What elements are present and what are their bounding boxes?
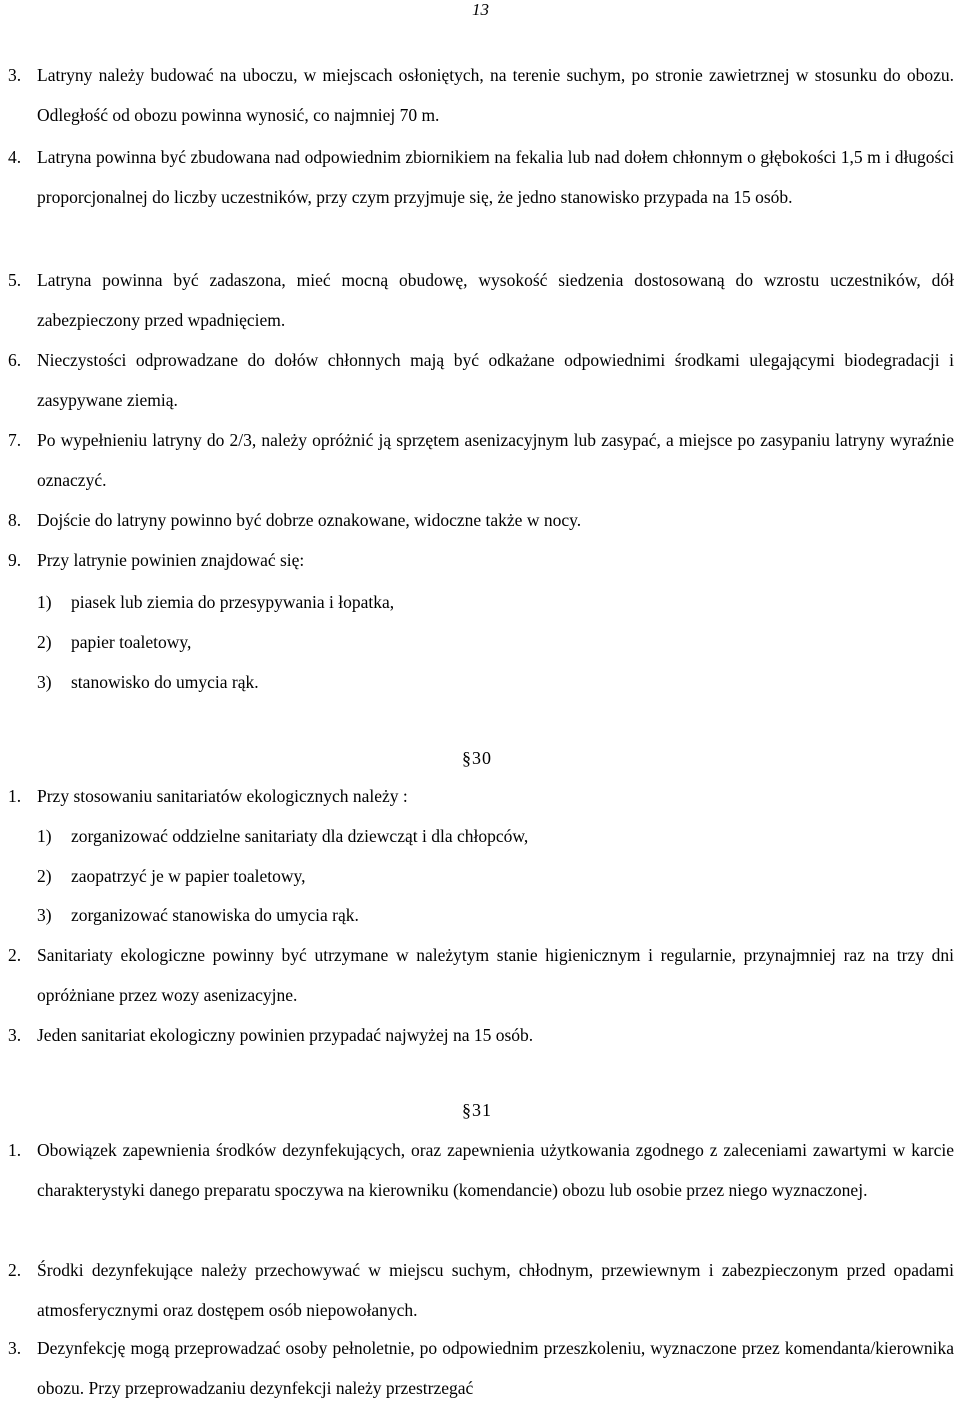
paragraph-number: 3. [8, 1025, 22, 1045]
paragraph-7 [8, 420, 954, 500]
paragraph-number: 6. [8, 350, 22, 370]
list-item-number: 3) [37, 672, 52, 692]
list-item [37, 582, 394, 622]
section31-paragraph-3 [8, 1328, 954, 1408]
page-number: 13 [472, 0, 489, 19]
list-item [37, 816, 528, 856]
paragraph-number: 1. [8, 1140, 22, 1160]
list-item-text: zaopatrzyć je w papier toaletowy, [71, 866, 306, 886]
paragraph-9 [8, 540, 954, 580]
list-item [37, 622, 191, 662]
section30-paragraph-2 [8, 935, 954, 1015]
list-item-number: 2) [37, 866, 52, 886]
list-item [37, 856, 306, 896]
list-item-number: 1) [37, 826, 52, 846]
paragraph-number: 3. [8, 1338, 22, 1358]
paragraph-number: 5. [8, 270, 22, 290]
paragraph-4 [8, 137, 954, 217]
paragraph-number: 9. [8, 550, 22, 570]
section30-paragraph-1 [8, 776, 954, 816]
section-heading-30: §30 [462, 748, 492, 768]
list-item-text: stanowisko do umycia rąk. [71, 672, 259, 692]
list-item-number: 2) [37, 632, 52, 652]
paragraph-text: Środki dezynfekujące należy przechowywać w miejscu suchym, chłodnym, przewiewnym i zabezpieczonym przed opadami atmosferycznymi oraz dostępem osób niepowołanych. [37, 1260, 954, 1320]
paragraph-5 [8, 260, 954, 340]
paragraph-text: Latryna powinna być zbudowana nad odpowiednim zbiornikiem na fekalia lub nad dołem chłonnym o głębokości 1,5 m i długości proporcjonalnej do liczby uczestników, przy czym przyjmuje się, że jedno stanowisko przypada na 15 osób. [37, 147, 954, 207]
list-item-text: zorganizować stanowiska do umycia rąk. [71, 905, 359, 925]
paragraph-text: Obowiązek zapewnienia środków dezynfekujących, oraz zapewnienia użytkowania zgodnego z zaleceniami zawartymi w karcie charakterystyki danego preparatu spoczywa na kierowniku (komendancie) obozu lub osobie przez niego wyznaczonej. [37, 1140, 954, 1200]
paragraph-text: Latryny należy budować na uboczu, w miejscach osłoniętych, na terenie suchym, po stronie zawietrznej w stosunku do obozu. Odległość od obozu powinna wynosić, co najmniej 70 m. [37, 65, 954, 125]
paragraph-number: 4. [8, 147, 22, 167]
paragraph-number: 8. [8, 510, 22, 530]
paragraph-number: 7. [8, 430, 22, 450]
paragraph-number: 2. [8, 945, 22, 965]
paragraph-text: Nieczystości odprowadzane do dołów chłonnych mają być odkażane odpowiednimi środkami ulegającymi biodegradacji i zasypywane ziemią. [37, 350, 954, 410]
list-item-text: papier toaletowy, [71, 632, 192, 652]
paragraph-number: 2. [8, 1260, 22, 1280]
list-item [37, 662, 259, 702]
paragraph-6 [8, 340, 954, 420]
list-item-text: piasek lub ziemia do przesypywania i łopatka, [71, 592, 395, 612]
paragraph-number: 1. [8, 786, 22, 806]
paragraph-text: Latryna powinna być zadaszona, mieć mocną obudowę, wysokość siedzenia dostosowaną do wzrostu uczestników, dół zabezpieczony przed wpadnięciem. [37, 270, 954, 330]
paragraph-text: Jeden sanitariat ekologiczny powinien przypadać najwyżej na 15 osób. [37, 1025, 534, 1045]
section31-paragraph-1 [8, 1130, 954, 1210]
section30-paragraph-3 [8, 1015, 954, 1055]
list-item-number: 1) [37, 592, 52, 612]
list-item-number: 3) [37, 905, 52, 925]
paragraph-text: Po wypełnieniu latryny do 2/3, należy opróżnić ją sprzętem asenizacyjnym lub zasypać, a miejsce po zasypaniu latryny wyraźnie oznaczyć. [37, 430, 954, 490]
paragraph-8 [8, 500, 954, 540]
section-heading-31: §31 [462, 1100, 492, 1120]
list-item [37, 895, 359, 935]
paragraph-text: Przy stosowaniu sanitariatów ekologicznych należy : [37, 786, 408, 806]
paragraph-text: Dezynfekcję mogą przeprowadzać osoby pełnoletnie, po odpowiednim przeszkoleniu, wyznaczone przez komendanta/kierownika obozu. Przy przeprowadzaniu dezynfekcji należy przestrzegać [37, 1338, 954, 1398]
section31-paragraph-2 [8, 1250, 954, 1330]
paragraph-number: 3. [8, 65, 22, 85]
paragraph-text: Przy latrynie powinien znajdować się: [37, 550, 305, 570]
paragraph-text: Dojście do latryny powinno być dobrze oznakowane, widoczne także w nocy. [37, 510, 582, 530]
paragraph-text: Sanitariaty ekologiczne powinny być utrzymane w należytym stanie higienicznym i regularnie, przynajmniej raz na trzy dni opróżniane przez wozy asenizacyjne. [37, 945, 954, 1005]
paragraph-3 [8, 55, 954, 135]
list-item-text: zorganizować oddzielne sanitariaty dla dziewcząt i dla chłopców, [71, 826, 529, 846]
